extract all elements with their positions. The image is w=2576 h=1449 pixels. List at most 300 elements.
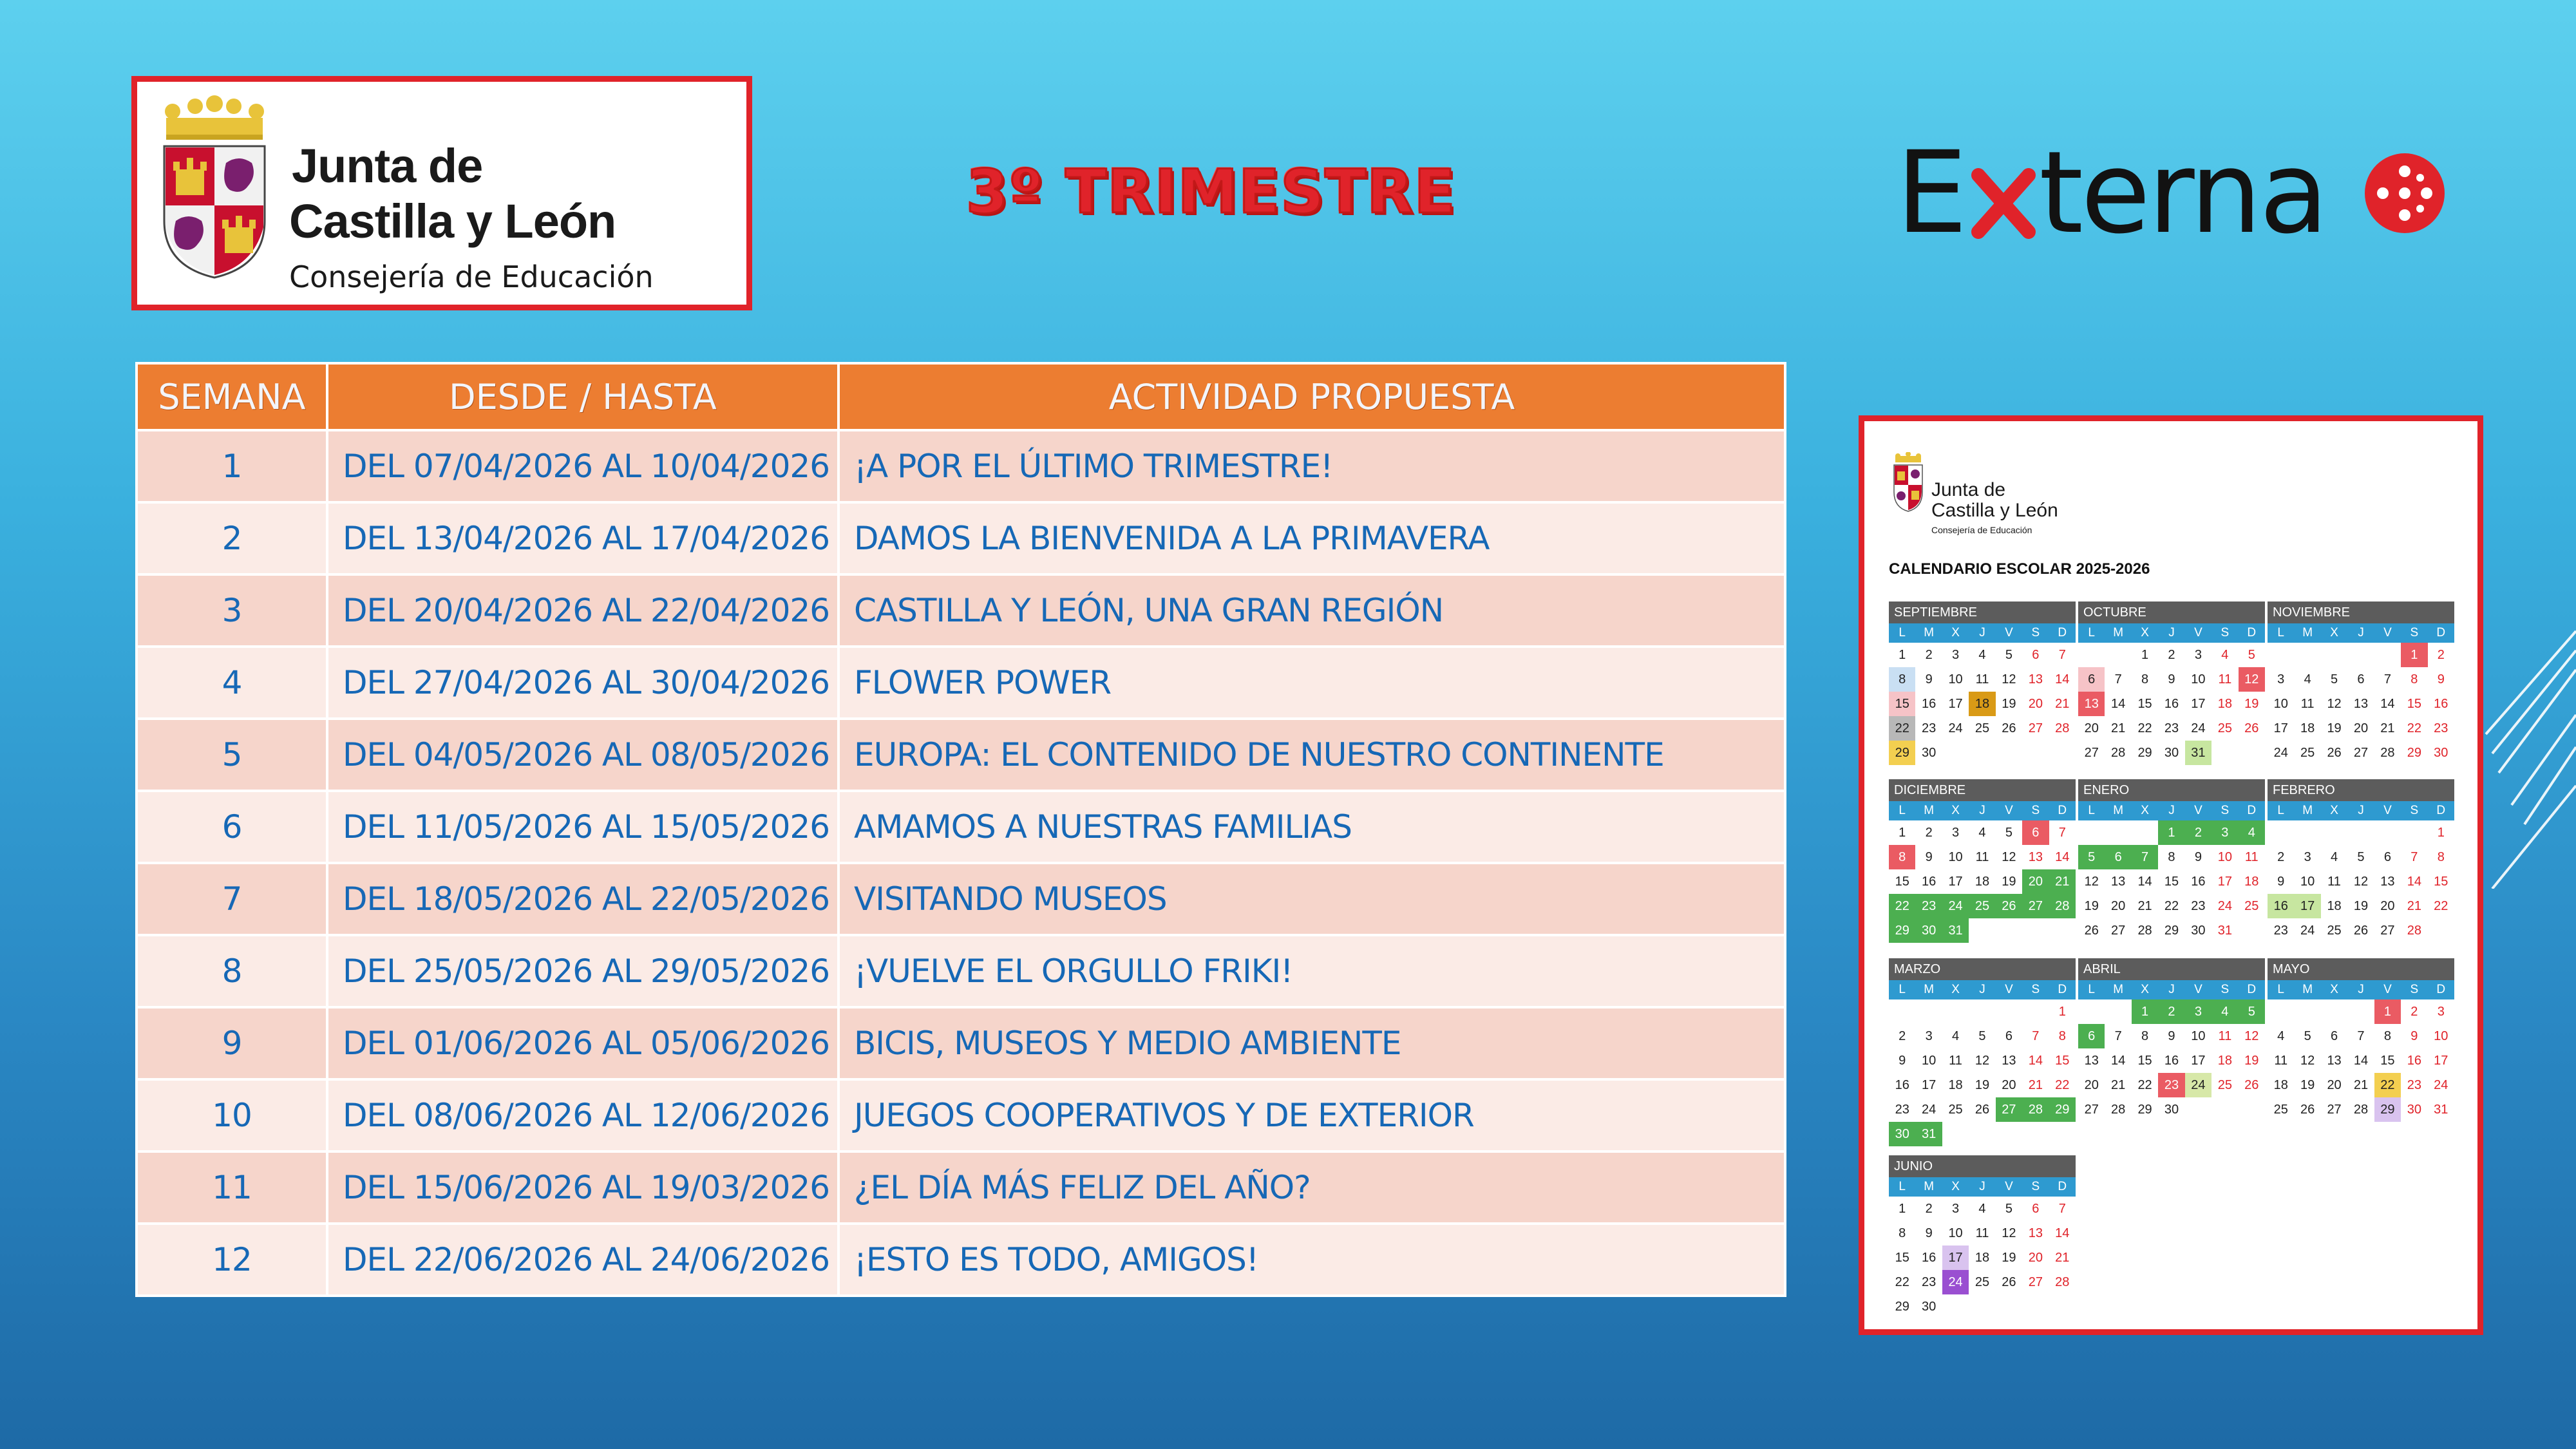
calendar-day: 31 xyxy=(2185,741,2211,765)
empty-day xyxy=(2294,643,2320,667)
day-grid xyxy=(2078,820,2265,943)
calendar-day: 7 xyxy=(2058,826,2066,840)
calendar-day: 15 xyxy=(1889,692,1915,716)
calendar-day: 19 xyxy=(1975,1078,1990,1092)
calendar-day: 13 xyxy=(2380,875,2395,889)
empty-day xyxy=(2078,999,2105,1024)
calendar-day: 9 xyxy=(1899,1054,1906,1068)
calendar-day: 5 xyxy=(2248,648,2255,662)
weekday-label: J xyxy=(2168,626,2175,639)
page-title: 3º TRIMESTRE xyxy=(966,157,1456,227)
calendar-day: 3 xyxy=(2194,648,2202,662)
weekday-label: J xyxy=(1979,1180,1985,1193)
calendar-day: 12 xyxy=(2002,1226,2016,1240)
calendar-day: 20 xyxy=(2353,721,2369,735)
weekday-label: V xyxy=(2383,983,2392,996)
calendar-day: 9 xyxy=(2410,1029,2418,1043)
calendar-day: 21 xyxy=(2407,899,2421,913)
weekday-label: D xyxy=(2436,983,2446,996)
calendar-day: 20 xyxy=(2084,721,2099,735)
calendar-day: 29 xyxy=(1895,1300,1909,1314)
calendar-day: 22 xyxy=(2137,1078,2152,1092)
empty-day xyxy=(2321,643,2347,667)
weekday-label: D xyxy=(2058,983,2067,996)
jcyl-title-line2: Castilla y León xyxy=(289,194,616,248)
weekday-label: S xyxy=(2410,804,2419,817)
calendar-day: 2 xyxy=(2168,648,2175,662)
calendar-day: 23 xyxy=(2164,721,2179,735)
calendar-day: 16 xyxy=(1895,1078,1909,1092)
calendar-day: 11 xyxy=(2300,697,2315,711)
calendar-day: 27 xyxy=(2084,746,2099,760)
calendar-day: 13 xyxy=(2111,875,2126,889)
week-cell: 8 xyxy=(137,935,327,1007)
calendar-day: 25 xyxy=(1969,894,1995,918)
calendar-day: 22 xyxy=(1895,1275,1909,1289)
calendar-day: 3 xyxy=(2437,1005,2445,1019)
weekday-label: D xyxy=(2058,626,2067,639)
calendar-day: 6 xyxy=(2105,845,2131,869)
calendar-day: 6 xyxy=(2005,1029,2012,1043)
calendar-day: 27 xyxy=(2028,721,2043,735)
calendar-day: 1 xyxy=(2141,648,2149,662)
empty-day xyxy=(2347,999,2374,1024)
calendar-month xyxy=(1889,779,2076,943)
table-row xyxy=(137,647,1785,719)
week-cell: 5 xyxy=(137,719,327,791)
month-name: FEBRERO xyxy=(2268,779,2454,801)
weekday-label: V xyxy=(2005,1180,2013,1193)
day-grid xyxy=(2078,999,2265,1122)
calendar-day: 15 xyxy=(2137,1054,2152,1068)
weekday-label: S xyxy=(2221,626,2230,639)
week-cell: 6 xyxy=(137,791,327,863)
empty-day xyxy=(1889,999,1915,1024)
calendar-day: 14 xyxy=(2055,672,2070,687)
dates-cell: DEL 20/04/2026 AL 22/04/2026 xyxy=(327,574,838,647)
calendar-day: 21 xyxy=(2049,869,2076,894)
calendar-month xyxy=(1889,1155,2076,1319)
empty-day xyxy=(1969,999,1995,1024)
calendar-day: 10 xyxy=(1948,1226,1963,1240)
calendar-day: 20 xyxy=(2022,869,2049,894)
weekday-label: X xyxy=(2330,626,2338,639)
weekday-label: S xyxy=(2031,804,2040,817)
calendar-day: 22 xyxy=(2137,721,2152,735)
calendar-day: 19 xyxy=(2002,1251,2016,1265)
calendar-day: 23 xyxy=(2273,923,2288,938)
calendar-day: 21 xyxy=(2111,1078,2126,1092)
empty-day xyxy=(2105,643,2131,667)
calendar-day: 3 xyxy=(1925,1029,1933,1043)
table-row xyxy=(137,502,1785,574)
calendar-day: 20 xyxy=(2028,1251,2043,1265)
empty-day xyxy=(2132,820,2158,845)
empty-day xyxy=(1942,999,1969,1024)
activities-table xyxy=(135,362,1786,1297)
calendar-day: 23 xyxy=(1895,1103,1909,1117)
calendar-day: 15 xyxy=(2407,697,2421,711)
calendar-day: 11 xyxy=(2218,1029,2232,1043)
calendar-day: 21 xyxy=(2028,1078,2043,1092)
calendar-day: 30 xyxy=(1915,918,1942,943)
school-calendar-card xyxy=(1859,415,2483,1335)
calendar-day: 18 xyxy=(2327,899,2342,913)
calendar-day: 6 xyxy=(2032,648,2040,662)
calendar-day: 30 xyxy=(2407,1103,2421,1117)
weekday-label: L xyxy=(2088,804,2095,817)
externa-logo xyxy=(1896,135,2450,251)
month-name: JUNIO xyxy=(1889,1155,2076,1177)
calendar-day: 22 xyxy=(1889,894,1915,918)
calendar-day: 24 xyxy=(2273,746,2288,760)
day-grid xyxy=(1889,1197,2076,1319)
calendar-day: 28 xyxy=(2055,721,2070,735)
calendar-day: 21 xyxy=(2111,721,2126,735)
weekday-label: M xyxy=(1924,983,1935,996)
calendar-day: 2 xyxy=(2185,820,2211,845)
calendar-day: 3 xyxy=(1952,826,1960,840)
calendar-day: 28 xyxy=(2022,1097,2049,1122)
calendar-day: 2 xyxy=(2158,999,2184,1024)
calendar-day: 29 xyxy=(2137,746,2152,760)
calendar-day: 5 xyxy=(2331,672,2338,687)
externa-logo-graphic xyxy=(1896,135,2450,251)
calendar-day: 14 xyxy=(2407,875,2421,889)
jcyl-title-line1: Junta de xyxy=(292,139,483,193)
calendar-day: 16 xyxy=(1922,697,1937,711)
calendar-day: 18 xyxy=(2217,697,2232,711)
dates-cell: DEL 27/04/2026 AL 30/04/2026 xyxy=(327,647,838,719)
calendar-day: 13 xyxy=(2353,697,2369,711)
calendar-day: 24 xyxy=(1948,721,1963,735)
column-header-week: SEMANA xyxy=(137,363,327,430)
week-cell: 9 xyxy=(137,1007,327,1079)
dates-cell: DEL 25/05/2026 AL 29/05/2026 xyxy=(327,935,838,1007)
calendar-day: 28 xyxy=(2049,894,2076,918)
calendar-day: 29 xyxy=(2374,1097,2401,1122)
calendar-day: 8 xyxy=(2141,1029,2149,1043)
calendar-day: 12 xyxy=(2239,667,2265,692)
calendar-day: 16 xyxy=(2164,697,2179,711)
weekday-header xyxy=(2078,980,2265,999)
calendar-month xyxy=(1889,958,2076,1146)
weekday-label: L xyxy=(1899,626,1906,639)
calendar-day: 15 xyxy=(1895,875,1909,889)
weekday-header xyxy=(2268,980,2454,999)
jcyl-logo xyxy=(131,76,752,310)
empty-day xyxy=(1996,999,2022,1024)
month-name: ENERO xyxy=(2078,779,2265,801)
calendar-day: 16 xyxy=(1922,875,1937,889)
calendar-day: 22 xyxy=(2164,899,2179,913)
calendar-day: 5 xyxy=(2005,648,2012,662)
weekday-label: X xyxy=(1951,804,1960,817)
dates-cell: DEL 08/06/2026 AL 12/06/2026 xyxy=(327,1079,838,1151)
calendar-day: 4 xyxy=(2239,820,2265,845)
weekday-label: V xyxy=(2005,626,2013,639)
weekday-label: D xyxy=(2247,804,2257,817)
table-row xyxy=(137,574,1785,647)
calendar-day: 8 xyxy=(1889,845,1915,869)
calendar-day: 1 xyxy=(1899,648,1906,662)
weekday-label: S xyxy=(2031,626,2040,639)
calendar-day: 13 xyxy=(2002,1054,2016,1068)
calendar-day: 5 xyxy=(1978,1029,1986,1043)
calendar-day: 27 xyxy=(2084,1103,2099,1117)
weekday-label: S xyxy=(2221,983,2230,996)
calendar-day: 4 xyxy=(1952,1029,1960,1043)
empty-day xyxy=(1915,999,1942,1024)
calendar-day: 3 xyxy=(2185,999,2211,1024)
calendar-day: 27 xyxy=(2353,746,2369,760)
calendar-day: 28 xyxy=(2380,746,2395,760)
day-grid xyxy=(2268,999,2454,1122)
calendar-day: 21 xyxy=(2055,697,2070,711)
weekday-header xyxy=(1889,1177,2076,1197)
dates-cell: DEL 15/06/2026 AL 19/03/2026 xyxy=(327,1151,838,1224)
week-cell: 10 xyxy=(137,1079,327,1151)
calendar-day: 18 xyxy=(1975,875,1990,889)
calendar-day: 3 xyxy=(1952,1202,1960,1216)
calendar-day: 11 xyxy=(1975,672,1989,687)
calendar-day: 25 xyxy=(2273,1103,2288,1117)
weekday-header xyxy=(2078,623,2265,643)
calendar-day: 26 xyxy=(1975,1103,1990,1117)
week-cell: 1 xyxy=(137,430,327,502)
weekday-label: M xyxy=(1924,804,1935,817)
month-name: NOVIEMBRE xyxy=(2268,601,2454,623)
calendar-month xyxy=(2268,601,2454,765)
calendar-day: 3 xyxy=(2304,850,2311,864)
day-grid xyxy=(2268,643,2454,765)
calendar-day: 17 xyxy=(2191,697,2206,711)
activity-cell: CASTILLA Y LEÓN, UNA GRAN REGIÓN xyxy=(838,574,1785,647)
calendar-day: 2 xyxy=(2277,850,2285,864)
calendar-day: 31 xyxy=(1915,1122,1942,1146)
calendar-day: 23 xyxy=(2407,1078,2421,1092)
calendar-day: 25 xyxy=(2327,923,2342,938)
calendar-day: 18 xyxy=(1975,1251,1990,1265)
calendar-day: 5 xyxy=(2304,1029,2311,1043)
calendar-day: 13 xyxy=(2078,692,2105,716)
weekday-label: L xyxy=(1899,804,1906,817)
calendar-day: 29 xyxy=(1889,918,1915,943)
calendar-day: 18 xyxy=(2217,1054,2232,1068)
calendar-day: 10 xyxy=(2191,1029,2206,1043)
activity-cell: JUEGOS COOPERATIVOS Y DE EXTERIOR xyxy=(838,1079,1785,1151)
calendar-day: 10 xyxy=(2273,697,2288,711)
calendar-day: 11 xyxy=(2244,850,2259,864)
calendar-day: 28 xyxy=(2407,923,2421,938)
calendar-day: 28 xyxy=(2055,1275,2070,1289)
table-row xyxy=(137,791,1785,863)
calendar-day: 13 xyxy=(2084,1054,2099,1068)
weekday-label: L xyxy=(2277,626,2284,639)
calendar-day: 11 xyxy=(2274,1054,2288,1068)
calendar-day: 4 xyxy=(2211,999,2238,1024)
calendar-day: 23 xyxy=(1922,1275,1937,1289)
calendar-day: 29 xyxy=(1889,741,1915,765)
weekday-label: J xyxy=(2358,626,2364,639)
weekday-header xyxy=(1889,623,2076,643)
weekday-label: J xyxy=(1979,626,1985,639)
weekday-label: L xyxy=(1899,983,1906,996)
calendar-day: 20 xyxy=(2084,1078,2099,1092)
calendar-day: 1 xyxy=(1899,1202,1906,1216)
table-row xyxy=(137,863,1785,935)
weekday-label: J xyxy=(2358,983,2364,996)
calendar-month xyxy=(2268,779,2454,943)
empty-day xyxy=(2105,999,2131,1024)
calendar-day: 17 xyxy=(1942,1245,1969,1270)
calendar-day: 13 xyxy=(2028,672,2043,687)
calendar-day: 4 xyxy=(1978,826,1986,840)
weekday-label: X xyxy=(2141,804,2149,817)
table-body xyxy=(137,430,1785,1296)
week-cell: 7 xyxy=(137,863,327,935)
calendar-day: 31 xyxy=(2217,923,2232,938)
calendar-day: 21 xyxy=(2353,1078,2369,1092)
calendar-day: 19 xyxy=(2084,899,2099,913)
calendar-day: 16 xyxy=(1922,1251,1937,1265)
weekday-label: L xyxy=(1899,1180,1906,1193)
calendar-day: 22 xyxy=(2055,1078,2070,1092)
weekday-label: D xyxy=(2436,804,2446,817)
calendar-day: 27 xyxy=(2022,894,2049,918)
dates-cell: DEL 04/05/2026 AL 08/05/2026 xyxy=(327,719,838,791)
calendar-day: 6 xyxy=(2383,850,2391,864)
calendar-logo-line1: Junta de xyxy=(1931,479,2006,500)
calendar-day: 15 xyxy=(2380,1054,2395,1068)
calendar-title: CALENDARIO ESCOLAR 2025-2026 xyxy=(1889,560,2150,578)
weekday-label: M xyxy=(1924,626,1935,639)
calendar-day: 13 xyxy=(2028,1226,2043,1240)
calendar-day: 25 xyxy=(1975,1275,1990,1289)
month-name: MAYO xyxy=(2268,958,2454,980)
weekday-label: J xyxy=(2168,983,2175,996)
empty-day xyxy=(2294,820,2320,845)
calendar-day: 14 xyxy=(2353,1054,2369,1068)
calendar-day: 6 xyxy=(2078,667,2105,692)
calendar-day: 26 xyxy=(2002,1275,2016,1289)
externa-letter-e: E xyxy=(1896,135,1965,251)
dates-cell: DEL 18/05/2026 AL 22/05/2026 xyxy=(327,863,838,935)
calendar-day: 21 xyxy=(2137,899,2152,913)
calendar-day: 5 xyxy=(2357,850,2365,864)
calendar-day: 31 xyxy=(2434,1103,2448,1117)
calendar-day: 16 xyxy=(2434,697,2448,711)
calendar-day: 12 xyxy=(2353,875,2369,889)
calendar-day: 4 xyxy=(1978,1202,1986,1216)
empty-day xyxy=(2268,820,2294,845)
day-grid xyxy=(1889,820,2076,943)
calendar-day: 19 xyxy=(2327,721,2342,735)
calendar-day: 20 xyxy=(2028,697,2043,711)
calendar-day: 12 xyxy=(2300,1054,2315,1068)
calendar-day: 19 xyxy=(2244,697,2259,711)
calendar-day: 1 xyxy=(2374,999,2401,1024)
calendar-day: 7 xyxy=(2058,1202,2066,1216)
table-row xyxy=(137,1007,1785,1079)
coat-of-arms-icon xyxy=(150,92,279,285)
calendar-day: 15 xyxy=(2434,875,2448,889)
calendar-day: 10 xyxy=(1922,1054,1937,1068)
month-name: SEPTIEMBRE xyxy=(1889,601,2076,623)
externa-letters-terna: terna xyxy=(2039,135,2326,251)
calendar-day: 9 xyxy=(2277,875,2285,889)
calendar-day: 6 xyxy=(2032,1202,2040,1216)
weekday-label: M xyxy=(2113,983,2124,996)
calendar-day: 25 xyxy=(2217,721,2232,735)
weekday-header xyxy=(1889,980,2076,999)
calendar-day: 12 xyxy=(2002,672,2016,687)
calendar-day: 26 xyxy=(1996,894,2022,918)
calendar-day: 16 xyxy=(2268,894,2294,918)
calendar-day: 17 xyxy=(1948,875,1963,889)
calendar-day: 8 xyxy=(2141,672,2149,687)
dates-cell: DEL 22/06/2026 AL 24/06/2026 xyxy=(327,1224,838,1296)
calendar-day: 24 xyxy=(2217,899,2232,913)
calendar-day: 6 xyxy=(2357,672,2365,687)
calendar-day: 29 xyxy=(2407,746,2421,760)
calendar-day: 15 xyxy=(1895,1251,1909,1265)
calendar-day: 8 xyxy=(2437,850,2445,864)
calendar-day: 29 xyxy=(2049,1097,2076,1122)
calendar-day: 4 xyxy=(2221,648,2229,662)
calendar-day: 30 xyxy=(1889,1122,1915,1146)
calendar-day: 10 xyxy=(2300,875,2315,889)
calendar-day: 24 xyxy=(1922,1103,1937,1117)
calendar-day: 22 xyxy=(2434,899,2448,913)
calendar-day: 4 xyxy=(2331,850,2338,864)
calendar-day: 9 xyxy=(2168,672,2175,687)
weekday-label: V xyxy=(2194,804,2202,817)
calendar-day: 2 xyxy=(1925,1202,1933,1216)
calendar-day: 27 xyxy=(2327,1103,2342,1117)
table-row xyxy=(137,1224,1785,1296)
calendar-day: 19 xyxy=(2002,875,2016,889)
calendar-day: 1 xyxy=(2437,826,2445,840)
table-row xyxy=(137,935,1785,1007)
calendar-day: 12 xyxy=(2327,697,2342,711)
calendar-day: 15 xyxy=(2055,1054,2070,1068)
dates-cell: DEL 13/04/2026 AL 17/04/2026 xyxy=(327,502,838,574)
weekday-label: X xyxy=(2330,983,2338,996)
calendar-day: 3 xyxy=(1952,648,1960,662)
calendar-day: 11 xyxy=(2327,875,2341,889)
calendar-day: 21 xyxy=(2055,1251,2070,1265)
activity-cell: ¡A POR EL ÚLTIMO TRIMESTRE! xyxy=(838,430,1785,502)
weekday-label: X xyxy=(2141,983,2149,996)
calendar-day: 13 xyxy=(2028,850,2043,864)
calendar-day: 16 xyxy=(2164,1054,2179,1068)
calendar-day: 1 xyxy=(2158,820,2184,845)
table-row xyxy=(137,719,1785,791)
calendar-day: 11 xyxy=(1975,850,1989,864)
weekday-label: X xyxy=(1951,1180,1960,1193)
month-name: DICIEMBRE xyxy=(1889,779,2076,801)
calendar-day: 5 xyxy=(2239,999,2265,1024)
calendar-logo-line2: Castilla y León xyxy=(1931,500,2058,521)
day-grid xyxy=(1889,999,2076,1146)
externa-circle-icon xyxy=(2365,153,2445,233)
calendar-day: 23 xyxy=(1915,894,1942,918)
calendar-day: 29 xyxy=(2137,1103,2152,1117)
calendar-month xyxy=(1889,601,2076,765)
calendar-day: 19 xyxy=(2300,1078,2315,1092)
calendar-month xyxy=(2268,958,2454,1122)
